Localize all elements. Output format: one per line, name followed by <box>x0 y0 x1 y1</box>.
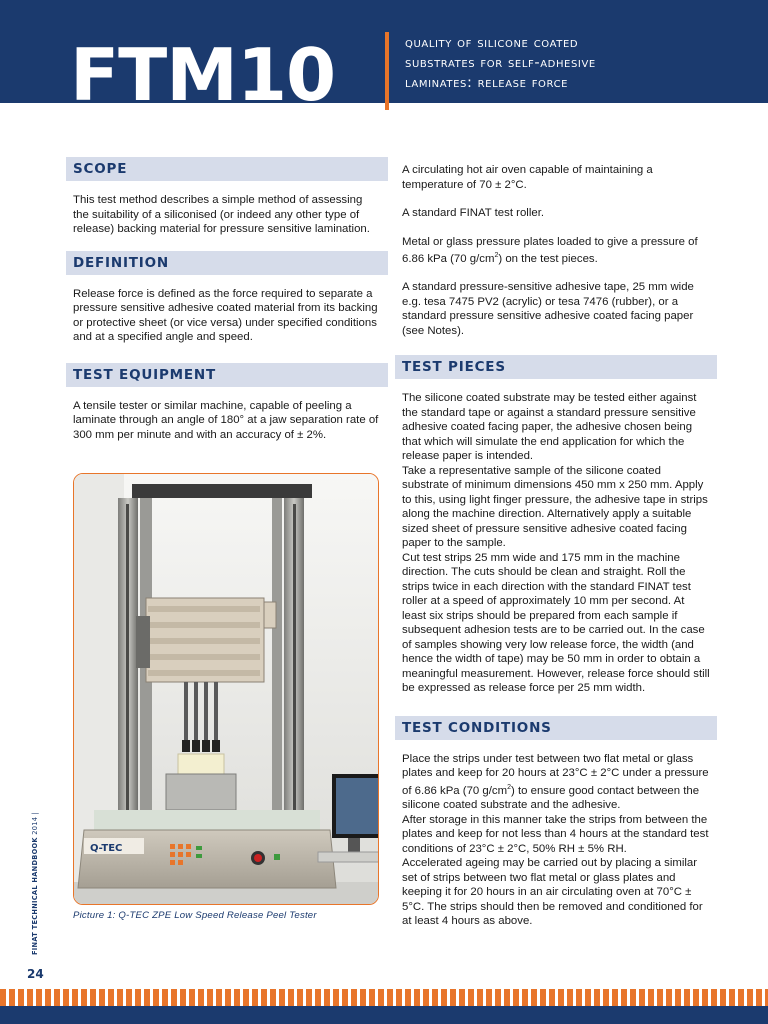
conditions-text-b: ) to ensure good contact between the silicone coated substrate and the adhesive. <box>402 784 700 812</box>
equipment-item-oven: A circulating hot air oven capable of maintaining a temperature of 70 ± 2°C. <box>402 164 653 191</box>
machine-photo <box>73 473 379 905</box>
footer-band <box>0 1006 768 1024</box>
scope-heading: SCOPE <box>66 157 388 181</box>
test-equipment-text: A tensile tester or similar machine, capable of peeling a laminate through an angle of 180° at a jaw separation rate of 300 mm per minute and with an accuracy of ± 2%. <box>73 399 379 441</box>
peel-tester-illustration <box>74 474 379 905</box>
plates-text-b: ) on the test pieces. <box>498 252 598 265</box>
definition-text: Release force is defined as the force required to separate a pressure sensitive adhesive coated material from its backing or protective sheet (or vice versa) under specified conditions and at a specified angle and speed. <box>73 287 378 343</box>
definition-heading: DEFINITION <box>66 251 388 275</box>
test-equipment-heading: TEST EQUIPMENT <box>66 363 388 387</box>
document-title <box>405 33 745 93</box>
plates-text-a: Metal or glass pressure plates loaded to give a pressure of 6.86 kPa (70 g/cm <box>402 235 698 265</box>
left-column <box>66 157 388 442</box>
equipment-item-tape: A standard pressure-sensitive adhesive tape, 25 mm wide e.g. tesa 7475 PV2 (acrylic) or tesa 7476 (rubber), or a standard pressure sensitive adhesive coated facing paper (see Notes). <box>402 281 694 337</box>
right-column <box>395 163 717 929</box>
document-code: FTM10 <box>70 33 336 117</box>
scope-text: This test method describes a simple method of assessing the suitability of a siliconised (or indeed any other type of release) backing material for pressure sensitive lamination. <box>73 194 370 235</box>
machine-brand-label: Q-TEC <box>90 843 123 854</box>
test-conditions-text-1 <box>395 752 717 813</box>
title-line-1: quality of silicone coated <box>405 35 579 51</box>
equipment-item-plates <box>395 235 717 267</box>
plates-sup: 2 <box>494 252 499 259</box>
title-line-3: laminates: release force <box>405 75 569 91</box>
handbook-side-label: FINAT TECHNICAL HANDBOOK 2014 | <box>31 811 39 955</box>
test-pieces-heading: TEST PIECES <box>395 355 717 379</box>
page-number: 24 <box>27 967 44 981</box>
handbook-year: 2014 <box>31 816 39 835</box>
test-conditions-text-2: After storage in this manner take the strips from between the plates and keep for not less than 4 hours at the standard test conditions of 23°C ± 2°C, 50% RH ± 5% RH. <box>402 813 709 855</box>
test-conditions-text-3: Accelerated ageing may be carried out by placing a similar set of strips between two flat metal or glass plates and keeping it for 20 hours in an air circulating oven at 70°C ± 5°C. The strips should then be removed and conditioned for at least 4 hours as above. <box>402 857 703 928</box>
conditions-text-a: Place the strips under test between two flat metal or glass plates and keep for 20 hours at 23°C ± 2°C under a pressure of 6.86 kPa (70 g/cm <box>402 752 709 797</box>
test-pieces-text-1: The silicone coated substrate may be tested either against the standard tape or against a standard pressure sensitive adhesive coated facing paper, the adhesive chosen being that which will simulate the end application for which the release paper is intended. <box>402 392 697 463</box>
handbook-name: FINAT TECHNICAL HANDBOOK <box>31 837 39 955</box>
photo-caption: Picture 1: Q-TEC ZPE Low Speed Release Peel Tester <box>73 910 317 921</box>
title-line-2: substrates for self-adhesive <box>405 55 596 71</box>
equipment-item-roller: A standard FINAT test roller. <box>402 207 545 219</box>
footer-dash-pattern <box>0 989 768 1007</box>
test-pieces-text-3: Cut test strips 25 mm wide and 175 mm in the machine direction. The cuts should be clean and straight. Roll the strips twice in each direction with the standard FINAT test roller at a speed of approximately 10 mm per second. At least six strips should be prepared from each sample if subsequent adhesion tests are to be carried out. In the case of samples showing very low release force, the width (and hence the width of tape) may be 50 mm in order to obtain a meaningful measurement. However, release force should still be expressed as release force per 25 mm width. <box>402 551 710 695</box>
test-pieces-text-2: Take a representative sample of the silicone coated substrate of minimum dimensions 450 mm x 250 mm. Apply to this, using light finger pressure, the adhesive tape in strips along the machine direction. Alternatively apply a suitable sized sheet of pressure sensitive adhesive coated facing paper to the sample. <box>402 464 708 550</box>
conditions-sup: 2 <box>507 783 512 791</box>
header-divider <box>385 32 389 110</box>
test-conditions-heading: TEST CONDITIONS <box>395 716 717 740</box>
